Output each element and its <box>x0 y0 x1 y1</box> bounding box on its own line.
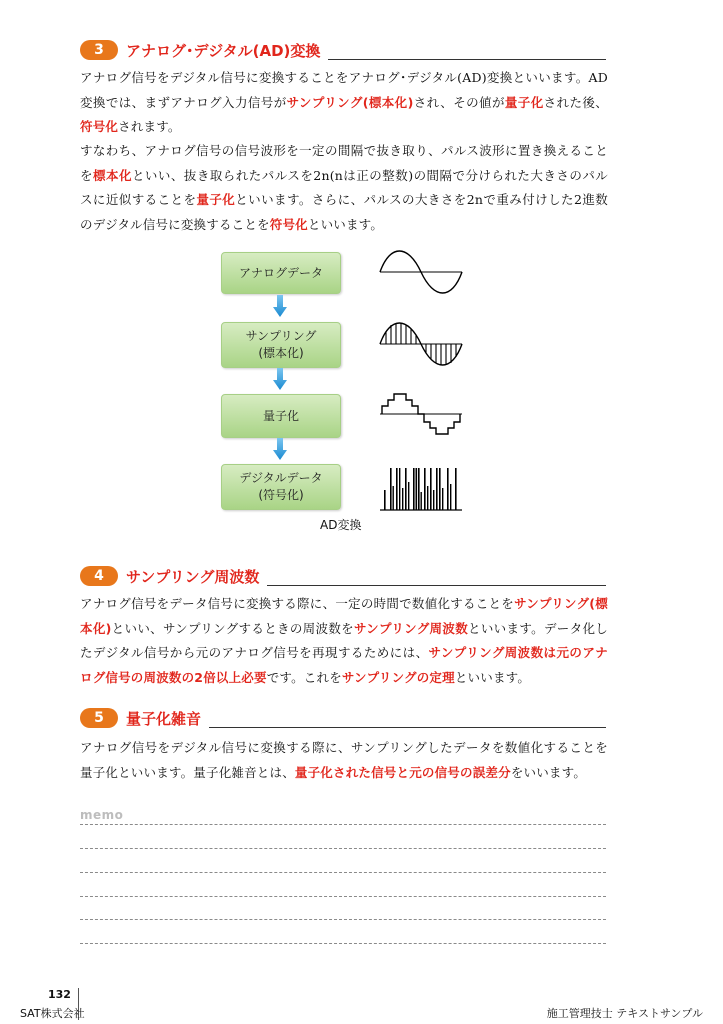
highlighted-term: サンプリング周波数 <box>353 620 469 636</box>
text-run: アナログ信号をデジタル信号に変換することをアナログ･デジタル(AD)変換といいます。AD変換では、まずアナログ入力信号が <box>80 70 608 110</box>
flow-box-analog-data <box>221 252 341 294</box>
memo-line <box>80 824 606 825</box>
flow-box-label: 量子化 <box>262 408 299 423</box>
section-title: アナログ･デジタル(AD)変換 <box>126 41 321 60</box>
text-run: といい、サンプリングするときの周波数を <box>111 620 354 636</box>
section-4-heading <box>80 564 606 588</box>
text-run: をいいます。 <box>510 764 587 780</box>
section-number-badge: 4 <box>80 566 118 586</box>
flow-box-label: アナログデータ <box>238 265 323 280</box>
flow-box-sublabel: (符号化) <box>258 488 304 502</box>
section-5-paragraph-1 <box>80 736 608 785</box>
text-run: といいます。 <box>307 216 384 232</box>
down-arrow-icon <box>273 295 287 317</box>
text-run: といい、抜き取られたパルスを2n(nは正の整数)の間隔で分けられた大きさのパルスに近似することを <box>80 167 609 208</box>
flow-box-label: サンプリング <box>245 329 317 343</box>
highlighted-term: サンプリング周波数は元のアナログ信号の周波数の2倍以上必要 <box>80 645 608 685</box>
down-arrow-icon <box>273 438 287 460</box>
section-title: サンプリング周波数 <box>126 567 260 586</box>
text-run: アナログ信号をデジタル信号に変換する際に、サンプリングしたデータを数値化することを量子化といいます。量子化雑音とは、 <box>80 740 608 780</box>
text-run: です。これを <box>266 669 342 685</box>
highlighted-term: サンプリング(標本化) <box>80 596 608 636</box>
memo-line <box>80 872 606 873</box>
text-run: アナログ信号をデータ信号に変換する際に、一定の時間で数値化することを <box>80 596 515 611</box>
text-run: といいます。データ化したデジタル信号から元のアナログ信号を再現するためには、 <box>80 620 608 661</box>
quantized-step-wave <box>378 384 464 444</box>
highlighted-term: 標本化 <box>92 167 132 183</box>
section-3-heading <box>80 38 606 62</box>
flow-box-label: デジタルデータ <box>239 471 323 485</box>
highlighted-term: サンプリングの定理 <box>341 669 455 685</box>
section-number-badge: 3 <box>80 40 118 60</box>
digital-code-bars <box>378 458 464 518</box>
highlighted-term: 量子化された信号と元の信号の誤差分 <box>294 764 511 780</box>
memo-label: memo <box>80 808 124 822</box>
text-run: すなわち、アナログ信号の信号波形を一定の間隔で抜き取り、パルス波形に置き換えることを <box>80 143 608 183</box>
page-number: 132 <box>48 988 71 1001</box>
text-run: されます。 <box>118 119 181 135</box>
highlighted-term: 量子化 <box>196 192 236 208</box>
analog-sine-wave <box>378 242 464 302</box>
text-run: といいます。さらに、パルスの大きさを2nで重み付けした2進数のデジタル信号に変換することを <box>80 192 608 232</box>
book-title: 施工管理技士 テキストサンプル <box>546 1007 703 1020</box>
publisher-name: SAT株式会社 <box>20 1007 85 1020</box>
highlighted-term: 符号化 <box>80 119 119 135</box>
flow-box-digital-data <box>221 464 341 510</box>
heading-rule <box>267 585 606 586</box>
highlighted-term: サンプリング(標本化) <box>286 94 414 110</box>
text-run: され、その値が <box>413 94 505 110</box>
section-3-paragraph-2 <box>80 139 608 237</box>
highlighted-term: 量子化 <box>504 94 544 110</box>
diagram-caption: AD変換 <box>320 518 362 532</box>
section-title: 量子化雑音 <box>126 709 202 728</box>
text-run: された後、 <box>543 94 608 110</box>
section-5-heading <box>80 706 606 730</box>
section-3-paragraph-1 <box>80 66 608 140</box>
memo-line <box>80 919 606 920</box>
memo-line <box>80 848 606 849</box>
section-number-badge: 5 <box>80 708 118 728</box>
flow-box-quantization <box>221 394 341 438</box>
flow-box-sampling <box>221 322 341 368</box>
memo-line <box>80 896 606 897</box>
down-arrow-icon <box>273 368 287 390</box>
sampled-pulse-wave <box>378 314 464 374</box>
memo-line <box>80 943 606 944</box>
flow-box-sublabel: (標本化) <box>258 346 304 360</box>
highlighted-term: 符号化 <box>269 216 308 232</box>
heading-rule <box>328 59 606 60</box>
section-4-paragraph-1 <box>80 592 608 690</box>
heading-rule <box>209 727 606 728</box>
text-run: といいます。 <box>454 669 531 685</box>
